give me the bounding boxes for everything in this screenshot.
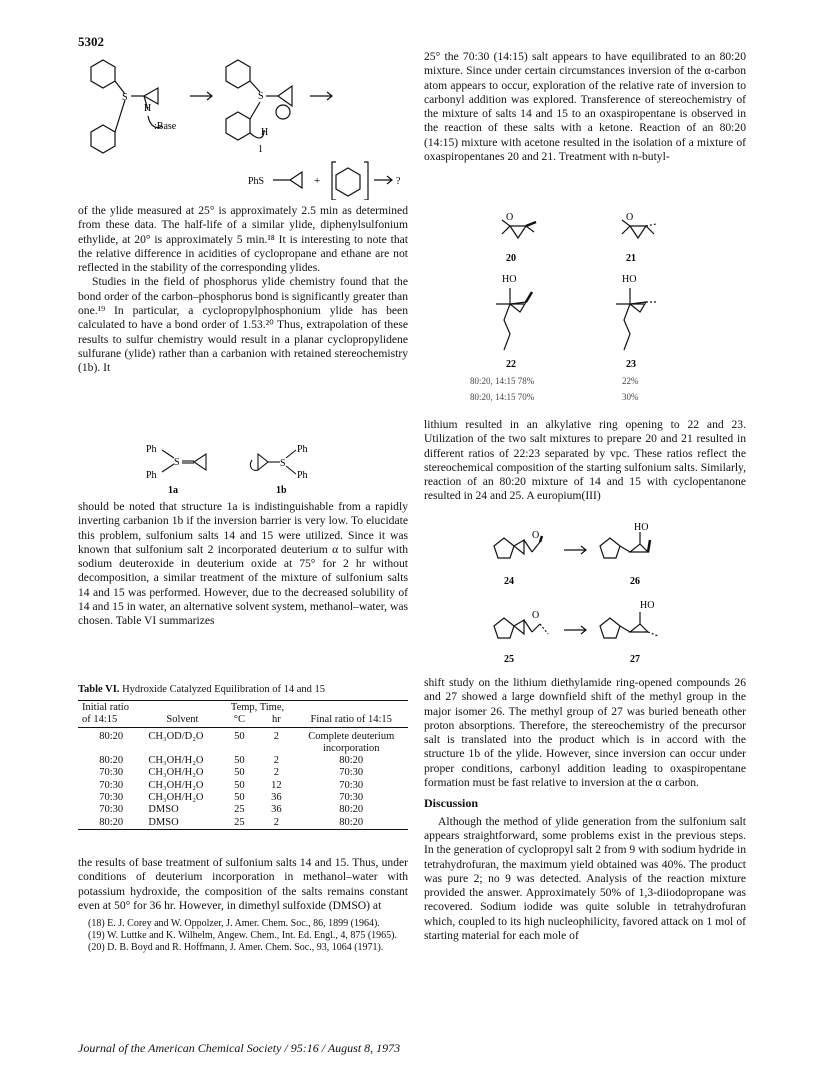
paragraph: of the ylide measured at 25° is approximately 2.5 min as determined from these data. The half-life of a similar ylide, diphenylsulfonium ethylide, at 20° is approximately 5 min.¹⁸ It is interesting to note that the relative difference in acidities of cyclopropane and ethane are not reflected in the stability of the corresponding ylides.: [78, 204, 408, 275]
ph-label: Ph: [297, 444, 308, 455]
cyclopropyl-ring: [278, 86, 292, 106]
ratio-row-1-right: 22%: [622, 376, 639, 386]
left-column-mid: [78, 500, 408, 629]
reference-19: (19) W. Luttke and K. Wilhelm, Angew. Chem., Int. Ed. Engl., 4, 875 (1965).: [88, 930, 398, 941]
reaction-scheme-top: [78, 50, 408, 200]
label-25: 25: [504, 654, 514, 665]
svg-text:HO: HO: [502, 274, 517, 285]
label-26: 26: [630, 576, 640, 587]
table-row: 80:20 CH₃OD/D₂O 50 2 Complete deuterium incorporation: [99, 730, 395, 754]
label-24: 24: [504, 576, 514, 587]
table-row: 80:20 CH₃OH/H₂O 50 2 80:20: [99, 755, 364, 767]
label-22: 22: [506, 359, 516, 370]
svg-text:HO: HO: [634, 522, 649, 533]
label-23: 23: [626, 359, 636, 370]
table-row: 70:30 CH₃OH/H₂O 50 36 70:30: [99, 792, 364, 804]
paragraph: should be noted that structure 1a is indistinguishable from a rapidly inverting carbanion 1b if the inversion barrier is very low. To elucidate this problem, sulfonium salts 14 and 15 were utilized. Since it was known that sulfonium salt 2 incorporated deuterium α to sulfur with sodium deuteroxide in deuterium oxide at 75° for 2 hr without decomposition, a similar treatment of the mixture of sulfonium salts 14 and 15 was performed. However, due to the decreased solubility of 14 and 15 in water, an alternative solvent system, methanol–water, was chosen. Table VI summarizes: [78, 500, 408, 628]
svg-text:HO: HO: [622, 274, 637, 285]
svg-text:O: O: [506, 212, 514, 223]
base-label: :Base: [154, 121, 177, 132]
svg-text:O: O: [532, 530, 540, 541]
plus-label: +: [314, 175, 321, 187]
label-21: 21: [626, 253, 636, 264]
ph-label: Ph: [146, 444, 157, 455]
section-heading: Discussion: [424, 796, 479, 811]
paragraph: 25° the 70:30 (14:15) salt appears to have equilibrated to an 80:20 mixture. Since under certain circumstances inversion of the α-carbon atom appears to occur, exploration of the relative rate of inversion to carbonyl addition was explored. Transference of stereochemistry of the mixture of salts 14 and 15 to an oxaspiropentane is observed in the reaction of these salts with a ketone. Reaction of an 80:20 (14:15) mixture with acetone resulted in the isolation of a mixture of oxaspiropentanes 20 and 21. Treatment with n-butyl-: [424, 50, 746, 164]
svg-text:O: O: [626, 212, 634, 223]
right-column-mid: [424, 418, 746, 504]
label-1a: 1a: [168, 485, 178, 496]
paragraph: the results of base treatment of sulfonium salts 14 and 15. Thus, under conditions of deuterium incorporation in methanol–water with potassium hydroxide, the composition of the salts remains constant even at 50° for 36 hr. However, in dimethyl sulfoxide (DMSO) at: [78, 856, 408, 912]
left-column-top: [78, 204, 408, 376]
h-label: H: [144, 103, 152, 114]
svg-text:S: S: [174, 457, 180, 468]
paragraph: lithium resulted in an alkylative ring opening to 22 and 23. Utilization of the two salt mixtures to prepare 20 and 21 resulted in different ratios of 22:23 separated by vpc. These ratios reflect the stereochemical composition of the starting sulfonium salts. Similarly, reaction of an 80:20 mixture of 14 and 15 with cyclopentanone resulted in 24 and 25. A europium(III): [424, 418, 746, 503]
table-title: Hydroxide Catalyzed Equilibration of 14 and 15: [122, 684, 326, 695]
paragraph: shift study on the lithium diethylamide ring-opened compounds 26 and 27 showed a large downfield shift of the methyl group in the major isomer 26. The methyl group of 27 was buried beneath other proton absorptions. Therefore, the stereochemistry of the precursor salt is translated into the product which is in accord with the structure 1b of the ylide. However, since inversion can occur under proper conditions, carbonyl addition leading to oxaspiropentane formation must be fast relative to inversion at the α carbon.: [424, 676, 746, 790]
svg-text:S: S: [280, 458, 286, 469]
orbital: [276, 105, 290, 119]
ph-label: Ph: [146, 470, 157, 481]
journal-footer: Journal of the American Chemical Society / 95:16 / August 8, 1973: [78, 1041, 401, 1055]
phenyl-ring: [226, 112, 250, 140]
table-row: 70:30 CH₃OH/H₂O 50 12 70:30: [99, 779, 364, 791]
ratio-row-2: 80:20, 14:15 70%: [470, 392, 535, 402]
table-row: 70:30 CH₃OH/H₂O 50 2 70:30: [99, 767, 364, 779]
ylide-structures: [140, 438, 360, 496]
ph-label: Ph: [297, 470, 308, 481]
table-caption: [78, 684, 408, 695]
right-column-top: [424, 50, 746, 164]
references: [78, 918, 408, 954]
svg-text:O: O: [532, 610, 540, 621]
table-row: 70:30 DMSO 25 36 80:20: [99, 804, 364, 816]
question-label: ?: [396, 176, 401, 187]
right-column-bottom: [424, 676, 746, 943]
svg-text:HO: HO: [640, 600, 655, 611]
table-label: Table VI.: [78, 684, 120, 695]
table-header: Initial ratio Temp, Time,: [82, 702, 285, 713]
label-20: 20: [506, 253, 516, 264]
paragraph: Studies in the field of phosphorus ylide chemistry found that the bond order of the carbon–phosphorus bond is significantly greater than one.¹⁹ In particular, a cyclopropylphosphonium ylide has been calculated to have a bond order of 1.53.²⁰ Thus, extrapolation of these results to sulfur chemistry would result in a planar cyclopropylidene sulfurane (ylide) rather than a carbanion with retained stereochemistry (1b). It: [78, 275, 408, 375]
label-1b: 1b: [276, 485, 287, 496]
h-label: H: [261, 127, 269, 138]
page-number: 5302: [78, 34, 104, 49]
table-header: of 14:15 Solvent °C hr Final ratio of 14:15: [82, 714, 392, 726]
label-27: 27: [630, 654, 640, 665]
structures-24-27: [480, 522, 700, 672]
compound-label: 1: [258, 144, 263, 155]
reference-18: (18) E. J. Corey and W. Oppolzer, J. Amer. Chem. Soc., 86, 1899 (1964).: [88, 918, 380, 929]
reference-20: (20) D. B. Boyd and R. Hoffmann, J. Amer. Chem. Soc., 93, 1064 (1971).: [88, 942, 384, 953]
phenyl-ring: [226, 60, 250, 88]
table-rule-top: [78, 700, 408, 701]
structures-20-23: [470, 204, 710, 404]
ratio-row-2-right: 30%: [622, 392, 639, 402]
table-vi: [78, 702, 408, 831]
phs-label: PhS: [248, 176, 265, 187]
table-row: 80:20 DMSO 25 2 80:20: [99, 816, 364, 828]
paragraph: Although the method of ylide generation from the sulfonium salt appears straightforward, some problems exist in the previous steps. In the generation of cyclopropyl salt 2 from 9 with sodium hydride in tetrahydrofuran, the maximum yield obtained was 40%. The product was pure 2; no 9 was detected. Analysis of the reaction mixture provided the answer. Approximately 50% of 1,3-diiodopropane was recovered. Sodium iodide was quite soluble in tetrahydrofuran which, coupled to its high nucleophilicity, favored attack on 1 mol of starting material for each mole of: [424, 814, 746, 943]
sulfur-label: S: [258, 91, 264, 102]
phenyl-ring: [91, 60, 115, 88]
left-column-bottom: [78, 856, 408, 913]
phenyl-ring: [91, 125, 115, 153]
sulfur-label: S: [122, 92, 128, 103]
ratio-row-1: 80:20, 14:15 78%: [470, 376, 535, 386]
